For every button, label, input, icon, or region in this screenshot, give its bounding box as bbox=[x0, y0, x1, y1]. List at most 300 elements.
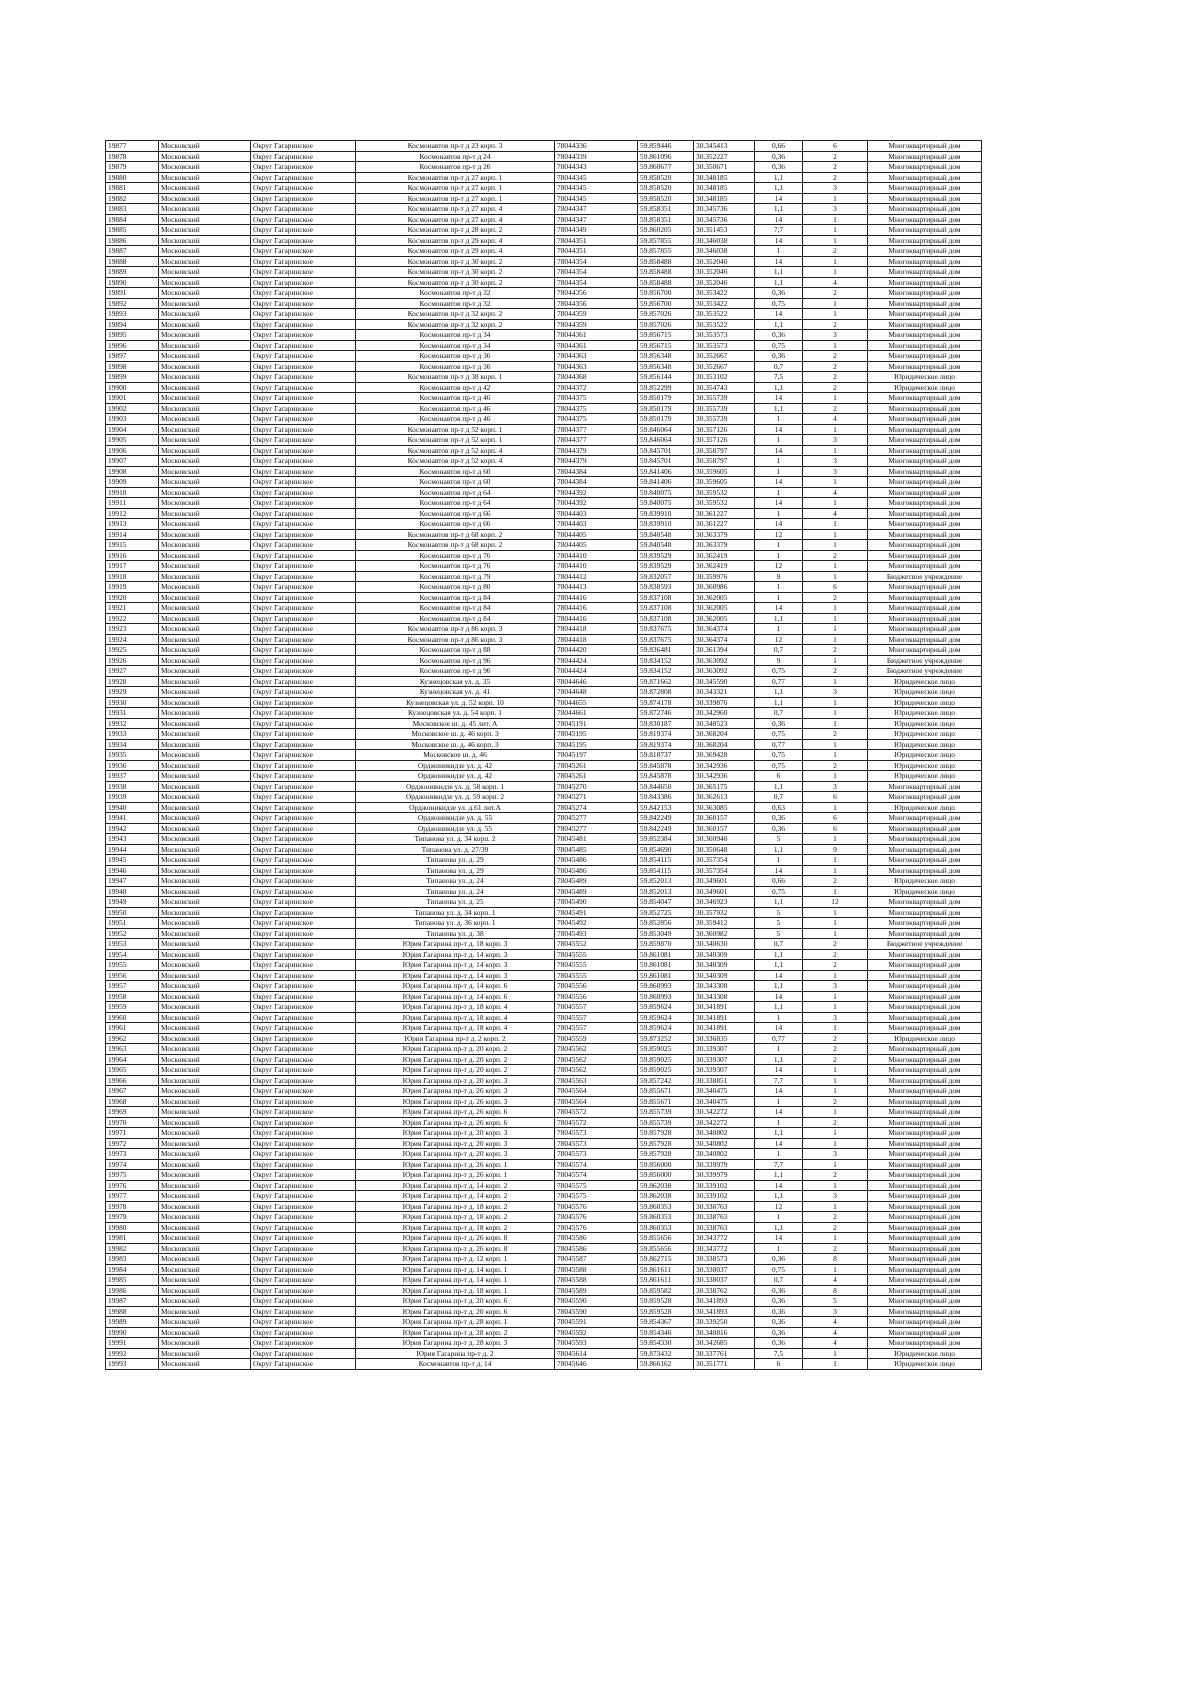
value-cell: 0,36 bbox=[755, 288, 803, 299]
table-row bbox=[106, 193, 982, 204]
longitude-cell: 30.339307 bbox=[694, 1065, 755, 1076]
latitude-cell: 59.859025 bbox=[638, 1044, 694, 1055]
object-type: Многоквартирный дом bbox=[868, 1317, 982, 1328]
object-code: 78044354 bbox=[555, 256, 638, 267]
value-cell: 1 bbox=[755, 508, 803, 519]
longitude-cell: 30.363379 bbox=[694, 540, 755, 551]
address-cell: Юрия Гагарина пр-т д. 20 корп. 3 bbox=[356, 1075, 555, 1086]
district-cell: Московский bbox=[159, 939, 251, 950]
address-cell: Типанова ул. д. 34 корп. 2 bbox=[356, 834, 555, 845]
okrug-cell: Округ Гагаринское bbox=[251, 718, 356, 729]
address-cell: Кузнецовская ул. д. 41 bbox=[356, 687, 555, 698]
count-cell: 1 bbox=[803, 855, 868, 866]
latitude-cell: 59.861611 bbox=[638, 1264, 694, 1275]
count-cell: 4 bbox=[803, 1275, 868, 1286]
value-cell: 14 bbox=[755, 991, 803, 1002]
okrug-cell: Округ Гагаринское bbox=[251, 1012, 356, 1023]
okrug-cell: Округ Гагаринское bbox=[251, 267, 356, 278]
table-row bbox=[106, 771, 982, 782]
district-cell: Московский bbox=[159, 351, 251, 362]
latitude-cell: 59.856348 bbox=[638, 361, 694, 372]
object-type: Многоквартирный дом bbox=[868, 277, 982, 288]
district-cell: Московский bbox=[159, 571, 251, 582]
longitude-cell: 30.350671 bbox=[694, 162, 755, 173]
okrug-cell: Округ Гагаринское bbox=[251, 792, 356, 803]
value-cell: 1,1 bbox=[755, 382, 803, 393]
okrug-cell: Округ Гагаринское bbox=[251, 361, 356, 372]
longitude-cell: 30.368204 bbox=[694, 739, 755, 750]
table-row bbox=[106, 1201, 982, 1212]
object-code: 78045557 bbox=[555, 1002, 638, 1013]
longitude-cell: 30.353522 bbox=[694, 319, 755, 330]
value-cell: 14 bbox=[755, 1086, 803, 1097]
count-cell: 1 bbox=[803, 886, 868, 897]
address-cell: Юрия Гагарина пр-т д. 26 корп. 3 bbox=[356, 1086, 555, 1097]
object-code: 78044354 bbox=[555, 267, 638, 278]
value-cell: 7,5 bbox=[755, 1348, 803, 1359]
object-type: Юридическое лицо bbox=[868, 739, 982, 750]
address-cell: Кузнецовская ул. д. 35 bbox=[356, 676, 555, 687]
district-cell: Московский bbox=[159, 603, 251, 614]
latitude-cell: 59.855739 bbox=[638, 1117, 694, 1128]
longitude-cell: 30.354743 bbox=[694, 382, 755, 393]
records-sheet bbox=[105, 140, 982, 1370]
value-cell: 5 bbox=[755, 907, 803, 918]
table-row bbox=[106, 960, 982, 971]
okrug-cell: Округ Гагаринское bbox=[251, 645, 356, 656]
record-id: 19931 bbox=[106, 708, 159, 719]
object-code: 78044356 bbox=[555, 288, 638, 299]
okrug-cell: Округ Гагаринское bbox=[251, 697, 356, 708]
table-row bbox=[106, 1285, 982, 1296]
latitude-cell: 59.859528 bbox=[638, 1296, 694, 1307]
object-code: 78045555 bbox=[555, 949, 638, 960]
longitude-cell: 30.363085 bbox=[694, 802, 755, 813]
address-cell: Московское ш. д. 45 лит. А bbox=[356, 718, 555, 729]
count-cell: 1 bbox=[803, 1348, 868, 1359]
record-id: 19927 bbox=[106, 666, 159, 677]
okrug-cell: Округ Гагаринское bbox=[251, 760, 356, 771]
okrug-cell: Округ Гагаринское bbox=[251, 330, 356, 341]
object-type: Многоквартирный дом bbox=[868, 340, 982, 351]
value-cell: 0,75 bbox=[755, 886, 803, 897]
object-type: Многоквартирный дом bbox=[868, 141, 982, 152]
longitude-cell: 30.339307 bbox=[694, 1054, 755, 1065]
object-type: Многоквартирный дом bbox=[868, 1222, 982, 1233]
record-id: 19941 bbox=[106, 813, 159, 824]
longitude-cell: 30.362005 bbox=[694, 603, 755, 614]
table-row bbox=[106, 697, 982, 708]
address-cell: Юрия Гагарина пр-т д. 26 корп. 8 bbox=[356, 1233, 555, 1244]
record-id: 19978 bbox=[106, 1201, 159, 1212]
object-code: 78045556 bbox=[555, 991, 638, 1002]
record-id: 19984 bbox=[106, 1264, 159, 1275]
object-type: Многоквартирный дом bbox=[868, 330, 982, 341]
object-type: Многоквартирный дом bbox=[868, 960, 982, 971]
district-cell: Московский bbox=[159, 1065, 251, 1076]
count-cell: 2 bbox=[803, 172, 868, 183]
object-code: 78045592 bbox=[555, 1327, 638, 1338]
table-row bbox=[106, 214, 982, 225]
latitude-cell: 59.856715 bbox=[638, 330, 694, 341]
value-cell: 14 bbox=[755, 970, 803, 981]
table-row bbox=[106, 351, 982, 362]
record-id: 19884 bbox=[106, 214, 159, 225]
table-row bbox=[106, 540, 982, 551]
count-cell: 1 bbox=[803, 834, 868, 845]
latitude-cell: 59.859025 bbox=[638, 1065, 694, 1076]
address-cell: Космонавтов пр-т д 36 bbox=[356, 361, 555, 372]
count-cell: 3 bbox=[803, 1191, 868, 1202]
count-cell: 1 bbox=[803, 540, 868, 551]
okrug-cell: Округ Гагаринское bbox=[251, 1086, 356, 1097]
record-id: 19907 bbox=[106, 456, 159, 467]
object-code: 78045556 bbox=[555, 981, 638, 992]
count-cell: 1 bbox=[803, 603, 868, 614]
latitude-cell: 59.862038 bbox=[638, 1191, 694, 1202]
object-type: Многоквартирный дом bbox=[868, 792, 982, 803]
record-id: 19923 bbox=[106, 624, 159, 635]
value-cell: 0,36 bbox=[755, 1285, 803, 1296]
table-row bbox=[106, 1117, 982, 1128]
object-code: 78044416 bbox=[555, 592, 638, 603]
object-code: 78045271 bbox=[555, 792, 638, 803]
value-cell: 0,36 bbox=[755, 1254, 803, 1265]
count-cell: 2 bbox=[803, 1033, 868, 1044]
longitude-cell: 30.339979 bbox=[694, 1170, 755, 1181]
district-cell: Московский bbox=[159, 991, 251, 1002]
object-type: Многоквартирный дом bbox=[868, 256, 982, 267]
count-cell: 1 bbox=[803, 1075, 868, 1086]
object-type: Многоквартирный дом bbox=[868, 1243, 982, 1254]
okrug-cell: Округ Гагаринское bbox=[251, 771, 356, 782]
count-cell: 4 bbox=[803, 414, 868, 425]
address-cell: Типанова ул. д. 29 bbox=[356, 855, 555, 866]
value-cell: 1 bbox=[755, 582, 803, 593]
object-code: 78045195 bbox=[555, 739, 638, 750]
object-type: Юридическое лицо bbox=[868, 372, 982, 383]
latitude-cell: 59.871662 bbox=[638, 676, 694, 687]
object-type: Многоквартирный дом bbox=[868, 1191, 982, 1202]
value-cell: 0,75 bbox=[755, 666, 803, 677]
table-row bbox=[106, 928, 982, 939]
longitude-cell: 30.363092 bbox=[694, 666, 755, 677]
object-code: 78044351 bbox=[555, 246, 638, 257]
object-type: Многоквартирный дом bbox=[868, 361, 982, 372]
latitude-cell: 59.855656 bbox=[638, 1233, 694, 1244]
count-cell: 1 bbox=[803, 771, 868, 782]
count-cell: 4 bbox=[803, 1327, 868, 1338]
table-row bbox=[106, 1128, 982, 1139]
address-cell: Юрия Гагарина пр-т д. 20 корп. 2 bbox=[356, 1044, 555, 1055]
latitude-cell: 59.852013 bbox=[638, 886, 694, 897]
value-cell: 1,1 bbox=[755, 897, 803, 908]
object-type: Многоквартирный дом bbox=[868, 319, 982, 330]
longitude-cell: 30.340309 bbox=[694, 960, 755, 971]
object-code: 78045575 bbox=[555, 1180, 638, 1191]
okrug-cell: Округ Гагаринское bbox=[251, 624, 356, 635]
address-cell: Космонавтов пр-т д 46 bbox=[356, 414, 555, 425]
value-cell: 6 bbox=[755, 1359, 803, 1370]
object-code: 78045555 bbox=[555, 970, 638, 981]
longitude-cell: 30.352227 bbox=[694, 151, 755, 162]
district-cell: Московский bbox=[159, 1348, 251, 1359]
okrug-cell: Округ Гагаринское bbox=[251, 1054, 356, 1065]
value-cell: 0,7 bbox=[755, 1275, 803, 1286]
longitude-cell: 30.358797 bbox=[694, 456, 755, 467]
district-cell: Московский bbox=[159, 1180, 251, 1191]
value-cell: 0,36 bbox=[755, 1327, 803, 1338]
value-cell: 14 bbox=[755, 1180, 803, 1191]
longitude-cell: 30.341891 bbox=[694, 1002, 755, 1013]
address-cell: Типанова ул. д. 24 bbox=[356, 886, 555, 897]
district-cell: Московский bbox=[159, 813, 251, 824]
district-cell: Московский bbox=[159, 361, 251, 372]
record-id: 19946 bbox=[106, 865, 159, 876]
object-type: Многоквартирный дом bbox=[868, 1044, 982, 1055]
object-code: 78045493 bbox=[555, 928, 638, 939]
okrug-cell: Округ Гагаринское bbox=[251, 298, 356, 309]
district-cell: Московский bbox=[159, 1012, 251, 1023]
value-cell: 1 bbox=[755, 1012, 803, 1023]
count-cell: 1 bbox=[803, 267, 868, 278]
district-cell: Московский bbox=[159, 582, 251, 593]
record-id: 19949 bbox=[106, 897, 159, 908]
district-cell: Московский bbox=[159, 466, 251, 477]
longitude-cell: 30.342936 bbox=[694, 771, 755, 782]
latitude-cell: 59.855671 bbox=[638, 1096, 694, 1107]
object-type: Многоквартирный дом bbox=[868, 928, 982, 939]
okrug-cell: Округ Гагаринское bbox=[251, 981, 356, 992]
district-cell: Московский bbox=[159, 1201, 251, 1212]
address-cell: Космонавтов пр-т д 27 корп. 4 bbox=[356, 214, 555, 225]
count-cell: 12 bbox=[803, 897, 868, 908]
latitude-cell: 59.854115 bbox=[638, 865, 694, 876]
record-id: 19952 bbox=[106, 928, 159, 939]
value-cell: 0,7 bbox=[755, 792, 803, 803]
longitude-cell: 30.369428 bbox=[694, 750, 755, 761]
record-id: 19934 bbox=[106, 739, 159, 750]
object-type: Многоквартирный дом bbox=[868, 1096, 982, 1107]
district-cell: Московский bbox=[159, 708, 251, 719]
record-id: 19911 bbox=[106, 498, 159, 509]
district-cell: Московский bbox=[159, 876, 251, 887]
longitude-cell: 30.341893 bbox=[694, 1306, 755, 1317]
value-cell: 0,66 bbox=[755, 141, 803, 152]
latitude-cell: 59.837675 bbox=[638, 624, 694, 635]
count-cell: 2 bbox=[803, 1243, 868, 1254]
record-id: 19940 bbox=[106, 802, 159, 813]
object-code: 78044405 bbox=[555, 529, 638, 540]
longitude-cell: 30.341893 bbox=[694, 1296, 755, 1307]
value-cell: 0,36 bbox=[755, 1306, 803, 1317]
object-type: Многоквартирный дом bbox=[868, 172, 982, 183]
address-cell: Космонавтов пр-т д 80 bbox=[356, 582, 555, 593]
district-cell: Московский bbox=[159, 1296, 251, 1307]
object-type: Многоквартирный дом bbox=[868, 1296, 982, 1307]
latitude-cell: 59.859528 bbox=[638, 1306, 694, 1317]
longitude-cell: 30.340309 bbox=[694, 970, 755, 981]
latitude-cell: 59.873432 bbox=[638, 1348, 694, 1359]
address-cell: Кузнецовская ул. д. 52 корп. 10 bbox=[356, 697, 555, 708]
object-type: Юридическое лицо bbox=[868, 687, 982, 698]
district-cell: Московский bbox=[159, 1233, 251, 1244]
table-row bbox=[106, 655, 982, 666]
object-type: Юридическое лицо bbox=[868, 750, 982, 761]
district-cell: Московский bbox=[159, 855, 251, 866]
address-cell: Космонавтов пр-т д. 14 bbox=[356, 1359, 555, 1370]
district-cell: Московский bbox=[159, 781, 251, 792]
object-type: Многоквартирный дом bbox=[868, 424, 982, 435]
count-cell: 2 bbox=[803, 1212, 868, 1223]
object-type: Многоквартирный дом bbox=[868, 477, 982, 488]
latitude-cell: 59.860993 bbox=[638, 981, 694, 992]
latitude-cell: 59.858520 bbox=[638, 172, 694, 183]
address-cell: Типанова ул. д. 38 bbox=[356, 928, 555, 939]
latitude-cell: 59.844650 bbox=[638, 781, 694, 792]
object-type: Юридическое лицо bbox=[868, 676, 982, 687]
object-type: Многоквартирный дом bbox=[868, 1149, 982, 1160]
latitude-cell: 59.855671 bbox=[638, 1086, 694, 1097]
district-cell: Московский bbox=[159, 246, 251, 257]
district-cell: Московский bbox=[159, 424, 251, 435]
count-cell: 1 bbox=[803, 235, 868, 246]
count-cell: 3 bbox=[803, 466, 868, 477]
longitude-cell: 30.363379 bbox=[694, 529, 755, 540]
value-cell: 0,75 bbox=[755, 760, 803, 771]
okrug-cell: Округ Гагаринское bbox=[251, 1159, 356, 1170]
okrug-cell: Округ Гагаринское bbox=[251, 960, 356, 971]
okrug-cell: Округ Гагаринское bbox=[251, 1149, 356, 1160]
record-id: 19893 bbox=[106, 309, 159, 320]
table-row bbox=[106, 729, 982, 740]
record-id: 19989 bbox=[106, 1317, 159, 1328]
count-cell: 1 bbox=[803, 561, 868, 572]
object-code: 78045552 bbox=[555, 939, 638, 950]
longitude-cell: 30.364374 bbox=[694, 624, 755, 635]
object-type: Бюджетное учреждение bbox=[868, 666, 982, 677]
count-cell: 1 bbox=[803, 907, 868, 918]
okrug-cell: Округ Гагаринское bbox=[251, 1222, 356, 1233]
count-cell: 2 bbox=[803, 949, 868, 960]
latitude-cell: 59.852299 bbox=[638, 382, 694, 393]
value-cell: 1 bbox=[755, 246, 803, 257]
object-type: Многоквартирный дом bbox=[868, 561, 982, 572]
record-id: 19892 bbox=[106, 298, 159, 309]
okrug-cell: Округ Гагаринское bbox=[251, 1359, 356, 1370]
count-cell: 2 bbox=[803, 550, 868, 561]
address-cell: Юрия Гагарина пр-т д. 20 корп. 6 bbox=[356, 1296, 555, 1307]
value-cell: 0,7 bbox=[755, 645, 803, 656]
count-cell: 1 bbox=[803, 991, 868, 1002]
address-cell: Космонавтов пр-т д 29 корп. 4 bbox=[356, 235, 555, 246]
latitude-cell: 59.840548 bbox=[638, 529, 694, 540]
object-type: Бюджетное учреждение bbox=[868, 655, 982, 666]
address-cell: Космонавтов пр-т д 84 bbox=[356, 613, 555, 624]
count-cell: 3 bbox=[803, 183, 868, 194]
object-type: Бюджетное учреждение bbox=[868, 571, 982, 582]
longitude-cell: 30.362005 bbox=[694, 592, 755, 603]
record-id: 19914 bbox=[106, 529, 159, 540]
address-cell: Юрия Гагарина пр-т д. 20 корп. 2 bbox=[356, 1054, 555, 1065]
object-type: Многоквартирный дом bbox=[868, 225, 982, 236]
object-type: Многоквартирный дом bbox=[868, 844, 982, 855]
address-cell: Орджоникидзе ул. д. 59 корп. 2 bbox=[356, 792, 555, 803]
count-cell: 2 bbox=[803, 592, 868, 603]
longitude-cell: 30.365175 bbox=[694, 781, 755, 792]
latitude-cell: 59.852384 bbox=[638, 834, 694, 845]
address-cell: Юрия Гагарина пр-т д. 18 корп. 4 bbox=[356, 1023, 555, 1034]
longitude-cell: 30.342685 bbox=[694, 1338, 755, 1349]
okrug-cell: Округ Гагаринское bbox=[251, 834, 356, 845]
object-code: 78045555 bbox=[555, 960, 638, 971]
address-cell: Юрия Гагарина пр-т д. 14 корп. 6 bbox=[356, 991, 555, 1002]
address-cell: Космонавтов пр-т д 24 bbox=[356, 151, 555, 162]
value-cell: 14 bbox=[755, 235, 803, 246]
district-cell: Московский bbox=[159, 687, 251, 698]
count-cell: 2 bbox=[803, 729, 868, 740]
okrug-cell: Округ Гагаринское bbox=[251, 939, 356, 950]
object-type: Многоквартирный дом bbox=[868, 645, 982, 656]
value-cell: 0,36 bbox=[755, 823, 803, 834]
district-cell: Московский bbox=[159, 592, 251, 603]
value-cell: 1,1 bbox=[755, 687, 803, 698]
record-id: 19961 bbox=[106, 1023, 159, 1034]
table-row bbox=[106, 330, 982, 341]
object-code: 78044339 bbox=[555, 151, 638, 162]
latitude-cell: 59.872746 bbox=[638, 708, 694, 719]
latitude-cell: 59.845701 bbox=[638, 445, 694, 456]
object-type: Многоквартирный дом bbox=[868, 981, 982, 992]
object-code: 78045574 bbox=[555, 1159, 638, 1170]
object-code: 78045490 bbox=[555, 897, 638, 908]
record-id: 19942 bbox=[106, 823, 159, 834]
value-cell: 1 bbox=[755, 487, 803, 498]
okrug-cell: Округ Гагаринское bbox=[251, 151, 356, 162]
table-row bbox=[106, 802, 982, 813]
district-cell: Московский bbox=[159, 414, 251, 425]
value-cell: 1,1 bbox=[755, 960, 803, 971]
district-cell: Московский bbox=[159, 1107, 251, 1118]
okrug-cell: Округ Гагаринское bbox=[251, 865, 356, 876]
latitude-cell: 59.858488 bbox=[638, 256, 694, 267]
count-cell: 2 bbox=[803, 666, 868, 677]
record-id: 19937 bbox=[106, 771, 159, 782]
value-cell: 0,66 bbox=[755, 876, 803, 887]
longitude-cell: 30.360157 bbox=[694, 813, 755, 824]
table-row bbox=[106, 487, 982, 498]
object-code: 78045593 bbox=[555, 1338, 638, 1349]
object-code: 78044392 bbox=[555, 498, 638, 509]
district-cell: Московский bbox=[159, 907, 251, 918]
latitude-cell: 59.854367 bbox=[638, 1317, 694, 1328]
value-cell: 0,75 bbox=[755, 298, 803, 309]
table-row bbox=[106, 1033, 982, 1044]
object-type: Многоквартирный дом bbox=[868, 351, 982, 362]
table-row bbox=[106, 424, 982, 435]
count-cell: 1 bbox=[803, 1086, 868, 1097]
latitude-cell: 59.819374 bbox=[638, 729, 694, 740]
value-cell: 1,1 bbox=[755, 1170, 803, 1181]
record-id: 19917 bbox=[106, 561, 159, 572]
district-cell: Московский bbox=[159, 1138, 251, 1149]
table-row bbox=[106, 1086, 982, 1097]
longitude-cell: 30.357126 bbox=[694, 424, 755, 435]
object-code: 78044412 bbox=[555, 571, 638, 582]
table-row bbox=[106, 865, 982, 876]
okrug-cell: Округ Гагаринское bbox=[251, 1285, 356, 1296]
record-id: 19925 bbox=[106, 645, 159, 656]
